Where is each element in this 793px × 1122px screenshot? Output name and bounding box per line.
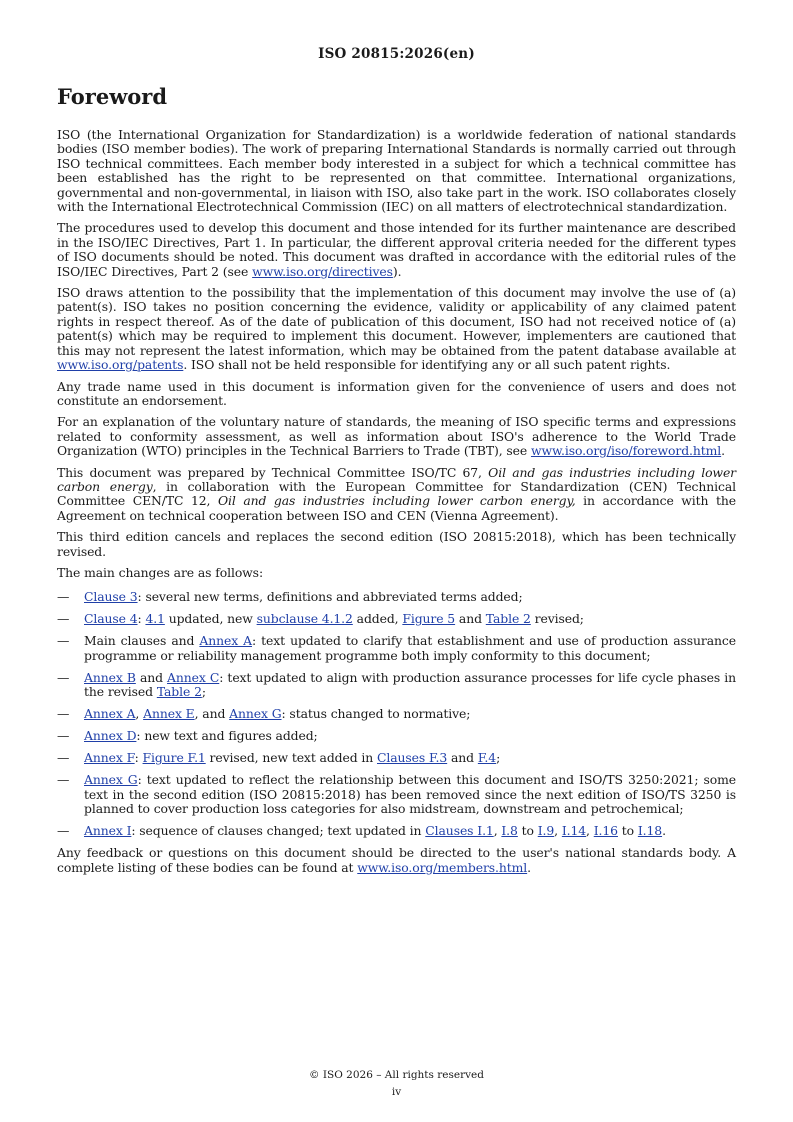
clause-i8-link[interactable]: I.8 bbox=[501, 823, 518, 838]
patents-link[interactable]: www.iso.org/patents bbox=[57, 357, 184, 373]
list-item: — Annex G: text updated to reflect the relationship between this document and ISO/TS 3250:2021; some text in the second edition (ISO 20815:2018) has been removed since the next edition of ISO/TS 3250 is planned to cover production loss categories for also midstream, downstream and petrochemical; bbox=[57, 772, 736, 816]
clauses-i1-link[interactable]: Clauses I.1 bbox=[425, 823, 494, 838]
table-2-link[interactable]: Table 2 bbox=[485, 611, 531, 627]
paragraph-committee: This document was prepared by Technical Committee ISO/TC 67, Oil and gas industries including lower carbon energy, in collaboration with the European Committee for Standardization (CEN) Technical Committee CEN/TC 12, Oil and gas industries including lower carbon energy, in accordance with the Agreement on technical cooperation between ISO and CEN (Vienna Agreement). bbox=[57, 464, 736, 523]
annex-a-link[interactable]: Annex A bbox=[199, 633, 253, 649]
list-item: — Main clauses and Annex A: text updated to clarify that establishment and use of production assurance programme or reliability management programme both imply conformity to this document; bbox=[57, 633, 736, 663]
paragraph-patents: ISO draws attention to the possibility that the implementation of this document may involve the use of (a) patent(s). ISO takes no position concerning the evidence, validity or applicability of any claimed patent rights in respect thereof. As of the date of publication of this document, ISO had not received notice of (a) patent(s) which may be required to implement this document. However, implementers are cautioned that this may not represent the latest information, which may be obtained from the patent database available at www.iso.org/patents. ISO shall not be held responsible for identifying any or all such patent rights. bbox=[57, 285, 736, 373]
document-header: ISO 20815:2026(en) bbox=[318, 46, 475, 62]
list-item: — Annex I: sequence of clauses changed; text updated in Clauses I.1, I.8 to I.9, I.14, I.16 to I.18. bbox=[57, 823, 666, 838]
list-item: — Clause 3: several new terms, definitions and abbreviated terms added; bbox=[57, 589, 523, 605]
dash-marker: — bbox=[57, 633, 70, 649]
annex-d-link[interactable]: Annex D bbox=[84, 728, 137, 744]
figure-f1-link[interactable]: Figure F.1 bbox=[142, 750, 206, 766]
list-item: — Annex B and Annex C: text updated to align with production assurance processes for life cycle phases in the revised Table 2; bbox=[57, 669, 737, 700]
paragraph-iso-intro: ISO (the International Organization for Standardization) is a worldwide federation of national standards bodies (ISO member bodies). The work of preparing International Standards is normally carried out through ISO technical committees. Each member body interested in a subject for which a technical committee has been established has the right to be represented on that committee. International organizations, governmental and non-governmental, in liaison with ISO, also take part in the work. ISO collaborates closely with the International Electrotechnical Commission (IEC) on all matters of electrotechnical standardization. bbox=[57, 127, 736, 215]
page-number: iv bbox=[391, 1086, 402, 1098]
clause-i9-link[interactable]: I.9 bbox=[537, 823, 555, 838]
paragraph-trade-name: Any trade name used in this document is information given for the convenience of users and does not constitute an endorsement. bbox=[57, 378, 736, 408]
clauses-f3-link[interactable]: Clauses F.3 bbox=[376, 750, 448, 766]
annex-i-link[interactable]: Annex I bbox=[84, 823, 132, 838]
changes-list bbox=[57, 590, 736, 838]
clause-3-link[interactable]: Clause 3 bbox=[84, 589, 138, 605]
clause-i18-link[interactable]: I.18 bbox=[637, 823, 663, 838]
paragraph-edition: This third edition cancels and replaces the second edition (ISO 20815:2018), which has been technically revised. bbox=[57, 529, 736, 559]
annex-f-link[interactable]: Annex F bbox=[84, 750, 135, 766]
annex-e-link[interactable]: Annex E bbox=[143, 706, 195, 722]
list-item: — Clause 4: 4.1 updated, new subclause 4.1.2 added, Figure 5 and Table 2 revised; bbox=[57, 611, 584, 627]
annex-g-link[interactable]: Annex G bbox=[229, 706, 282, 722]
paragraph-changes-intro: The main changes are as follows: bbox=[57, 564, 264, 580]
clause-4-link[interactable]: Clause 4 bbox=[84, 611, 138, 627]
clause-i14-link[interactable]: I.14 bbox=[561, 823, 587, 838]
annex-a-link[interactable]: Annex A bbox=[84, 706, 136, 722]
foreword-link[interactable]: www.iso.org/iso/foreword.html bbox=[530, 443, 722, 459]
dash-marker: — bbox=[57, 823, 70, 838]
figure-5-link[interactable]: Figure 5 bbox=[402, 611, 456, 627]
annex-c-link[interactable]: Annex C bbox=[167, 669, 220, 685]
copyright-notice: © ISO 2026 – All rights reserved bbox=[309, 1069, 484, 1081]
dash-marker: — bbox=[57, 728, 70, 744]
dash-marker: — bbox=[57, 611, 70, 627]
members-link[interactable]: www.iso.org/members.html bbox=[357, 859, 528, 875]
paragraph-voluntary-nature: For an explanation of the voluntary nature of standards, the meaning of ISO specific terms and expressions related to conformity assessment, as well as information about ISO's adherence to the World Trade Organization (WTO) principles in the Technical Barriers to Trade (TBT), see www.iso.org/iso/foreword.html. bbox=[57, 414, 736, 459]
clause-4-1-link[interactable]: 4.1 bbox=[145, 611, 165, 627]
page-footer bbox=[0, 1067, 793, 1101]
dash-marker: — bbox=[57, 669, 70, 685]
clause-f4-link[interactable]: F.4 bbox=[477, 750, 497, 766]
paragraph-procedures: The procedures used to develop this document and those intended for its further maintenance are described in the ISO/IEC Directives, Part 1. In particular, the different approval criteria needed for the different types of ISO documents should be noted. This document was drafted in accordance with the editorial rules of the ISO/IEC Directives, Part 2 (see www.iso.org/directives). bbox=[57, 220, 736, 279]
annex-b-link[interactable]: Annex B bbox=[84, 669, 136, 685]
list-item: — Annex D: new text and figures added; bbox=[57, 728, 318, 744]
dash-marker: — bbox=[57, 750, 70, 766]
list-item: — Annex F: Figure F.1 revised, new text added in Clauses F.3 and F.4; bbox=[57, 750, 501, 766]
annex-g-link[interactable]: Annex G bbox=[84, 772, 138, 788]
list-item: — Annex A, Annex E, and Annex G: status changed to normative; bbox=[57, 706, 471, 722]
page-title: Foreword bbox=[57, 84, 168, 109]
dash-marker: — bbox=[57, 706, 70, 722]
dash-marker: — bbox=[57, 589, 70, 605]
clause-i16-link[interactable]: I.16 bbox=[593, 823, 618, 838]
subclause-4-1-2-link[interactable]: subclause 4.1.2 bbox=[256, 611, 353, 627]
directives-link[interactable]: www.iso.org/directives bbox=[252, 263, 393, 279]
foreword-body bbox=[57, 128, 736, 882]
table-2-link[interactable]: Table 2 bbox=[156, 684, 202, 700]
paragraph-feedback: Any feedback or questions on this document should be directed to the user's national standards body. A complete listing of these bodies can be found at www.iso.org/members.html. bbox=[57, 845, 736, 875]
dash-marker: — bbox=[57, 772, 70, 788]
